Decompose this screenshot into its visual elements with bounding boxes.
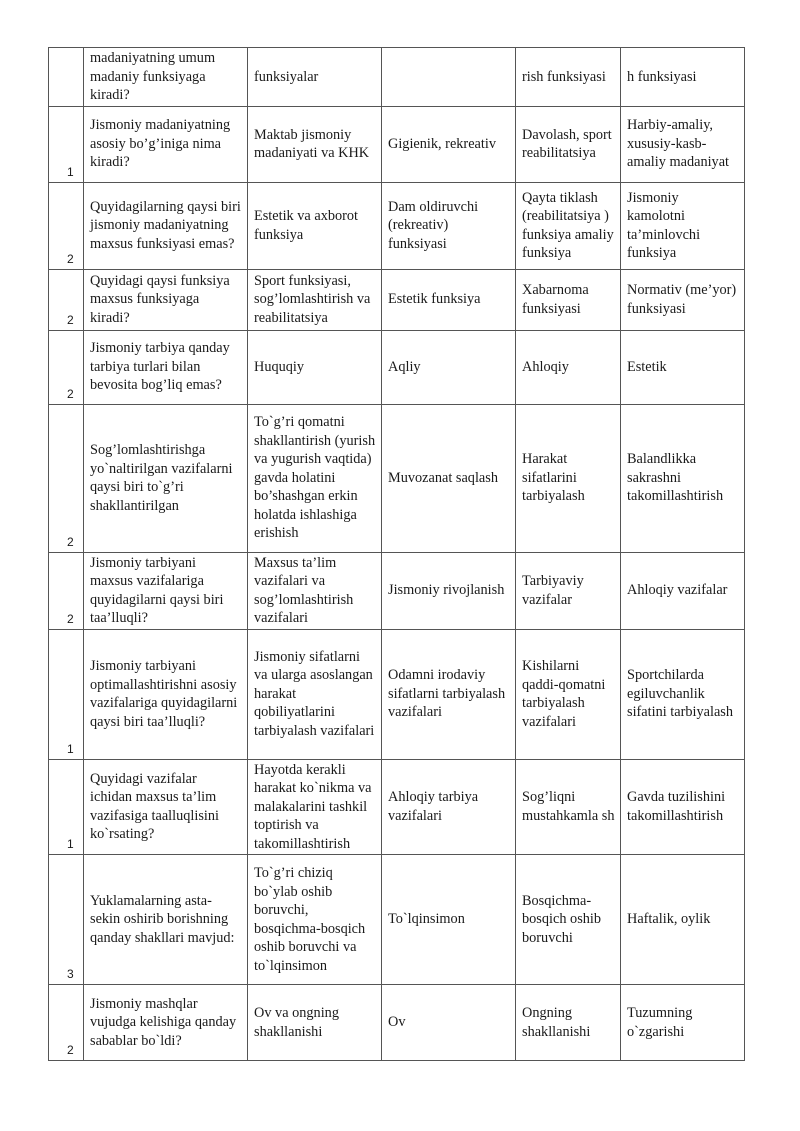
table-row bbox=[49, 330, 745, 404]
answer-option-1: To`g’ri chiziq bo`ylab oshib boruvchi, bosqichma-bosqich oshib boruvchi va to`lqinsimon bbox=[248, 855, 382, 985]
question-text: Jismoniy tarbiya qanday tarbiya turlari bilan bevosita bog’liq emas? bbox=[84, 330, 248, 404]
question-text: Quyidagilarning qaysi biri jismoniy madaniyatning maxsus funksiyasi emas? bbox=[84, 182, 248, 269]
table-row bbox=[49, 985, 745, 1061]
table-row bbox=[49, 106, 745, 182]
answer-option-1: Jismoniy sifatlarni va ularga asoslangan harakat qobiliyatlarini tarbiyalash vazifalari bbox=[248, 629, 382, 759]
answer-option-4: Gavda tuzilishini takomillashtirish bbox=[621, 759, 745, 855]
question-number: 2 bbox=[49, 182, 84, 269]
question-text: Quyidagi vazifalar ichidan maxsus ta’lim vazifasiga taalluqlisini ko`rsating? bbox=[84, 759, 248, 855]
answer-option-4: Tuzumning o`zgarishi bbox=[621, 985, 745, 1061]
answer-option-4: Normativ (me’yor) funksiyasi bbox=[621, 269, 745, 330]
answer-option-3: Sog’liqni mustahkamla sh bbox=[516, 759, 621, 855]
answer-option-3: Ahloqiy bbox=[516, 330, 621, 404]
answer-option-3: Tarbiyaviy vazifalar bbox=[516, 552, 621, 629]
answer-option-2: To`lqinsimon bbox=[382, 855, 516, 985]
answer-option-4: Haftalik, oylik bbox=[621, 855, 745, 985]
answer-option-2: Aqliy bbox=[382, 330, 516, 404]
question-text: Jismoniy tarbiyani maxsus vazifalariga quyidagilarni qaysi biri taa’lluqli? bbox=[84, 552, 248, 629]
answer-option-2: Muvozanat saqlash bbox=[382, 404, 516, 552]
answer-option-1: Hayotda kerakli harakat ko`nikma va malakalarini tashkil toptirish va takomillashtirish bbox=[248, 759, 382, 855]
table-row bbox=[49, 629, 745, 759]
question-number: 1 bbox=[49, 759, 84, 855]
question-text: Quyidagi qaysi funksiya maxsus funksiyaga kiradi? bbox=[84, 269, 248, 330]
answer-option-4: h funksiyasi bbox=[621, 48, 745, 107]
answer-option-4: Ahloqiy vazifalar bbox=[621, 552, 745, 629]
answer-option-4: Balandlikka sakrashni takomillashtirish bbox=[621, 404, 745, 552]
question-text: Jismoniy madaniyatning asosiy bo’g’iniga nima kiradi? bbox=[84, 106, 248, 182]
answer-option-4: Estetik bbox=[621, 330, 745, 404]
table-row bbox=[49, 48, 745, 107]
answer-option-3: Qayta tiklash (reabilitatsiya ) funksiya amaliy funksiya bbox=[516, 182, 621, 269]
answer-option-4: Jismoniy kamolotni ta’minlovchi funksiya bbox=[621, 182, 745, 269]
answer-option-2: Odamni irodaviy sifatlarni tarbiyalash vazifalari bbox=[382, 629, 516, 759]
answer-option-2: Estetik funksiya bbox=[382, 269, 516, 330]
answer-option-1: Maktab jismoniy madaniyati va KHK bbox=[248, 106, 382, 182]
answer-option-1: Estetik va axborot funksiya bbox=[248, 182, 382, 269]
table-row bbox=[49, 855, 745, 985]
answer-option-1: Ov va ongning shakllanishi bbox=[248, 985, 382, 1061]
question-number: 2 bbox=[49, 985, 84, 1061]
question-number: 2 bbox=[49, 269, 84, 330]
question-number: 2 bbox=[49, 552, 84, 629]
answer-option-1: To`g’ri qomatni shakllantirish (yurish va yugurish vaqtida) gavda holatini bo’shashgan erkin holatda ishlashiga erishish bbox=[248, 404, 382, 552]
answer-option-3: Davolash, sport reabilitatsiya bbox=[516, 106, 621, 182]
answer-option-3: Harakat sifatlarini tarbiyalash bbox=[516, 404, 621, 552]
question-number: 2 bbox=[49, 404, 84, 552]
answer-option-1: funksiyalar bbox=[248, 48, 382, 107]
question-number: 3 bbox=[49, 855, 84, 985]
answer-option-1: Huquqiy bbox=[248, 330, 382, 404]
answer-option-4: Harbiy-amaliy, xususiy-kasb-amaliy madaniyat bbox=[621, 106, 745, 182]
question-text: Sog’lomlashtirishga yo`naltirilgan vazifalarni qaysi biri to`g’ri shakllantirilgan bbox=[84, 404, 248, 552]
answer-option-1: Sport funksiyasi, sog’lomlashtirish va reabilitatsiya bbox=[248, 269, 382, 330]
table-row bbox=[49, 404, 745, 552]
question-text: Yuklamalarning asta-sekin oshirib borishning qanday shakllari mavjud: bbox=[84, 855, 248, 985]
question-text: Jismoniy tarbiyani optimallashtirishni asosiy vazifalariga quyidagilarni qaysi biri taa’lluqli? bbox=[84, 629, 248, 759]
questions-table bbox=[48, 47, 745, 1061]
answer-option-2 bbox=[382, 48, 516, 107]
answer-option-3: Bosqichma-bosqich oshib boruvchi bbox=[516, 855, 621, 985]
answer-option-2: Jismoniy rivojlanish bbox=[382, 552, 516, 629]
answer-option-4: Sportchilarda egiluvchanlik sifatini tarbiyalash bbox=[621, 629, 745, 759]
table-row bbox=[49, 182, 745, 269]
answer-option-3: Kishilarni qaddi-qomatni tarbiyalash vazifalari bbox=[516, 629, 621, 759]
answer-option-1: Maxsus ta’lim vazifalari va sog’lomlashtirish vazifalari bbox=[248, 552, 382, 629]
table-row bbox=[49, 552, 745, 629]
question-number bbox=[49, 48, 84, 107]
answer-option-2: Ov bbox=[382, 985, 516, 1061]
answer-option-2: Dam oldiruvchi (rekreativ) funksiyasi bbox=[382, 182, 516, 269]
table-row bbox=[49, 759, 745, 855]
answer-option-3: Xabarnoma funksiyasi bbox=[516, 269, 621, 330]
answer-option-2: Gigienik, rekreativ bbox=[382, 106, 516, 182]
answer-option-2: Ahloqiy tarbiya vazifalari bbox=[382, 759, 516, 855]
question-number: 1 bbox=[49, 106, 84, 182]
answer-option-3: rish funksiyasi bbox=[516, 48, 621, 107]
answer-option-3: Ongning shakllanishi bbox=[516, 985, 621, 1061]
question-number: 2 bbox=[49, 330, 84, 404]
question-number: 1 bbox=[49, 629, 84, 759]
question-text: Jismoniy mashqlar vujudga kelishiga qanday sabablar bo`ldi? bbox=[84, 985, 248, 1061]
table-row bbox=[49, 269, 745, 330]
question-text: madaniyatning umum madaniy funksiyaga kiradi? bbox=[84, 48, 248, 107]
